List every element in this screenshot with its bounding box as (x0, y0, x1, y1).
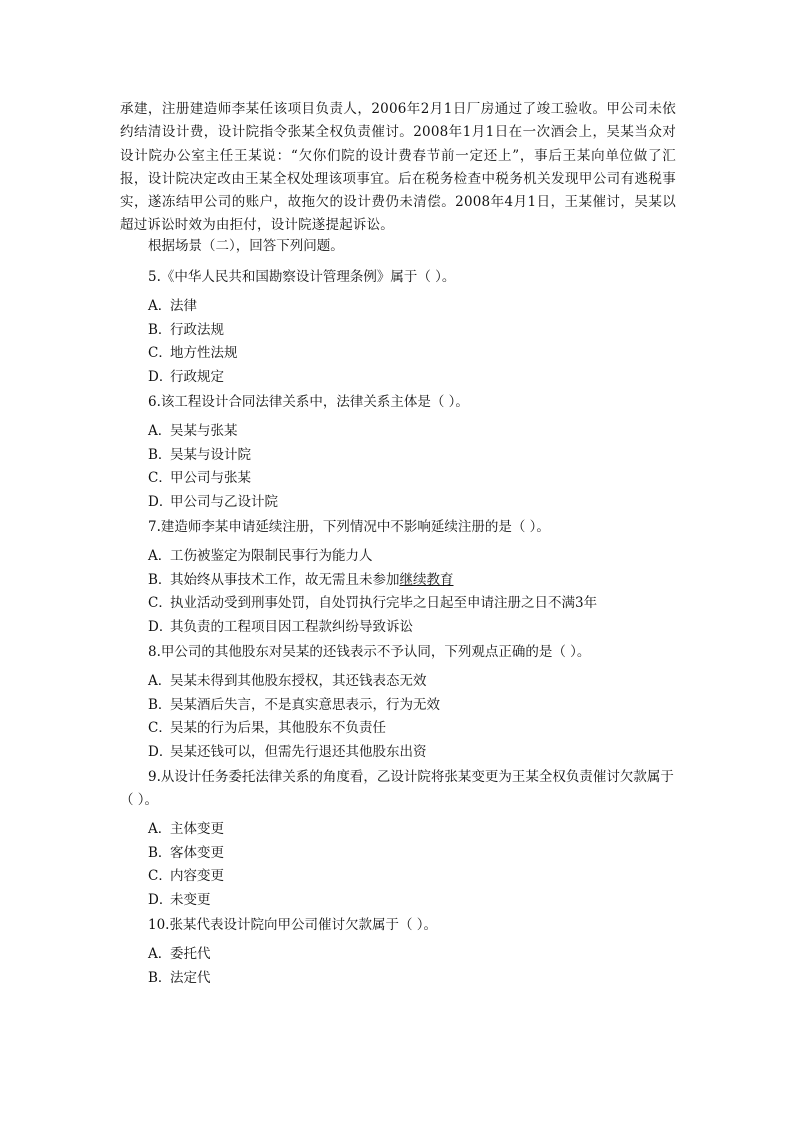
option-a: A．吴某未得到其他股东授权，其还钱表态无效 (148, 673, 427, 689)
scenario-text (120, 98, 676, 238)
question-stem: 8.甲公司的其他股东对吴某的还钱表示不予认同，下列观点正确的是（ ）。 (148, 644, 591, 660)
option-c: C．内容变更 (148, 868, 224, 884)
question-8 (120, 641, 676, 764)
option-c: C．执业活动受到刑事处罚，自处罚执行完毕之日起至申请注册之日不满3年 (148, 595, 598, 611)
option-a: A．吴某与张某 (148, 423, 238, 439)
option-d: D．未变更 (148, 891, 211, 908)
question-stem: 10.张某代表设计院向甲公司催讨欠款属于（ ）。 (148, 917, 438, 933)
option-c: C．吴某的行为后果，其他股东不负责任 (148, 720, 386, 736)
option-a: A．工伤被鉴定为限制民事行为能力人 (148, 548, 373, 564)
scenario-paragraph: 承建，注册建造师李某任该项目负责人，2006年2月1日厂房通过了竣工验收。甲公司未依约结清设计费，设计院指令张某全权负责催讨。2008年1月1日在一次酒会上，吴某当众对设计院办公室主任王某说：“欠你们院的设计费春节前一定还上”，事后王某向单位做了汇报，设计院决定改由王某全权处理该项事宜。后在税务检查中税务机关发现甲公司有逃税事实，遂冻结甲公司的账户，故拖欠的设计费仍未清偿。2008年4月1日，王某催讨，吴某以超过诉讼时效为由拒付，设计院遂提起诉讼。 (120, 101, 676, 234)
question-stem: 9.从设计任务委托法律关系的角度看，乙设计院将张某变更为王某全权负责催讨欠款属于（ ）。 (120, 769, 674, 808)
option-b: B．行政法规 (148, 321, 224, 338)
option-a: A．主体变更 (148, 821, 224, 837)
option-d: D．甲公司与乙设计院 (148, 493, 278, 510)
question-9 (120, 766, 676, 912)
instruction-text: 根据场景（二），回答下列问题。 (148, 238, 344, 254)
option-d: D．行政规定 (148, 368, 224, 385)
question-stem: 5.《中华人民共和国勘察设计管理条例》属于（ ）。 (148, 269, 456, 285)
option-c: C．甲公司与张某 (148, 470, 251, 486)
option-c: C．地方性法规 (148, 345, 238, 361)
option-d: D．吴某还钱可以，但需先行退还其他股东出资 (148, 743, 427, 760)
question-7 (120, 516, 676, 639)
option-b: B．吴某与设计院 (148, 446, 251, 463)
option-b: B．法定代 (148, 969, 211, 986)
option-b: B．客体变更 (148, 844, 224, 861)
option-d: D．其负责的工程项目因工程款纠纷导致诉讼 (148, 618, 413, 635)
underlined-term: 继续教育 (399, 571, 454, 588)
option-b: B．吴某酒后失言，不是真实意思表示，行为无效 (148, 696, 440, 713)
question-10 (120, 914, 676, 990)
option-a: A．法律 (148, 298, 197, 314)
option-b: B．其始终从事技术工作，故无需且未参加继续教育 (148, 571, 454, 588)
question-6 (120, 391, 676, 514)
question-stem: 7.建造师李某申请延续注册，下列情况中不影响延续注册的是（ ）。 (148, 519, 550, 535)
question-stem: 6.该工程设计合同法律关系中，法律关系主体是（ ）。 (148, 394, 469, 410)
question-5 (120, 266, 676, 389)
option-a: A．委托代 (148, 946, 211, 962)
